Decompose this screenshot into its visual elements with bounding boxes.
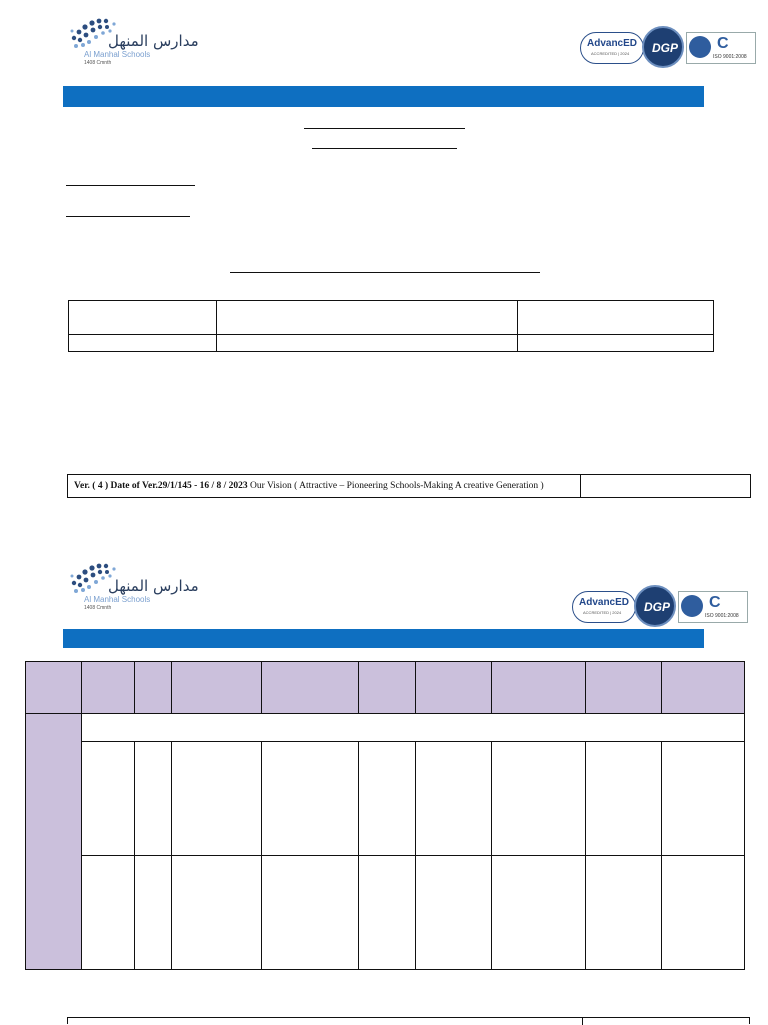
logo-english-name: Al Manhal Schools: [84, 595, 151, 604]
header-cell: [416, 662, 492, 714]
advanced-badge: [572, 591, 636, 623]
side-label-cell: [26, 714, 82, 970]
footer-version-cell: [68, 475, 581, 498]
dgp-badge-name: DGP: [644, 600, 671, 614]
field-underline-1: [66, 185, 195, 186]
table-cell: [586, 856, 662, 970]
header-cell: [359, 662, 416, 714]
merged-cell: [82, 714, 745, 742]
advanced-badge-name: AdvancED: [587, 38, 638, 49]
info-table: [68, 300, 714, 352]
certification-c-icon: C: [717, 35, 729, 52]
table-cell: [135, 856, 172, 970]
header-cell: [662, 662, 745, 714]
certification-c-icon: C: [709, 594, 721, 611]
table-row: [69, 301, 714, 335]
table-cell: [416, 856, 492, 970]
table-cell: [492, 856, 586, 970]
table-cell: [172, 856, 262, 970]
table-cell: [262, 742, 359, 856]
table-cell: [69, 335, 217, 352]
dgp-badge: [642, 26, 684, 68]
header-cell: [135, 662, 172, 714]
footer-version: Ver. ( 4 ) Date of Ver.29/1/145 - 16 / 8 / 2023: [74, 481, 248, 491]
table-cell: [662, 742, 745, 856]
field-underline-2: [66, 216, 190, 217]
dgp-badge: [634, 585, 676, 627]
table-cell: [217, 301, 518, 335]
table-header-row: [26, 662, 745, 714]
plan-table: [25, 661, 745, 970]
accreditation-badges: [580, 26, 756, 70]
table-cell: [359, 856, 416, 970]
globe-icon: [689, 36, 711, 58]
header-cell: [586, 662, 662, 714]
table-row: [26, 742, 745, 856]
header-cell: [172, 662, 262, 714]
table-row: [69, 335, 714, 352]
advanced-badge-name: AdvancED: [579, 597, 630, 608]
table-cell: [135, 742, 172, 856]
header-cell: [262, 662, 359, 714]
dgp-badge-name: DGP: [652, 41, 679, 55]
advanced-badge-sub: ACCREDITED | 2024: [591, 51, 630, 56]
footer-vision: Our Vision ( Attractive – Pioneering Schools-Making A creative Generation ): [250, 481, 544, 491]
table-cell: [217, 335, 518, 352]
table-cell: [492, 742, 586, 856]
header-cell: [492, 662, 586, 714]
advanced-badge: [580, 32, 644, 64]
title-underline-1: [304, 128, 465, 129]
table-cell: [586, 742, 662, 856]
iso-badge-name: ISO 9001:2008: [705, 613, 739, 619]
header-cell: [82, 662, 135, 714]
iso-badge: [686, 32, 756, 64]
logo-arabic-name: مدارس المنهل: [108, 577, 199, 595]
advanced-badge-sub: ACCREDITED | 2024: [583, 610, 622, 615]
title-underline-2: [312, 148, 457, 149]
table-cell: [359, 742, 416, 856]
table-cell: [69, 301, 217, 335]
table-cell: [82, 742, 135, 856]
footer-right-cell: [581, 475, 751, 498]
globe-icon: [681, 595, 703, 617]
table-cell: [518, 301, 714, 335]
table-cell: [416, 742, 492, 856]
table-row: [26, 856, 745, 970]
iso-badge: [678, 591, 748, 623]
header-band: [63, 86, 704, 107]
school-logo: [68, 559, 199, 619]
page2-footer-edge: [67, 1017, 750, 1024]
page-footer: [67, 474, 751, 498]
school-logo: [68, 14, 199, 74]
header-band: [63, 629, 704, 648]
table-cell: [262, 856, 359, 970]
logo-arabic-name: مدارس المنهل: [108, 32, 199, 50]
table-cell: [662, 856, 745, 970]
table-cell: [172, 742, 262, 856]
table-cell: [518, 335, 714, 352]
table-cell: [82, 856, 135, 970]
table-row: [26, 714, 745, 742]
logo-english-name: Al Manhal Schools: [84, 50, 151, 59]
logo-tagline: 1408 Cmnth: [84, 60, 112, 66]
accreditation-badges: [572, 585, 748, 629]
section-underline: [230, 272, 540, 273]
logo-tagline: 1408 Cmnth: [84, 605, 112, 611]
iso-badge-name: ISO 9001:2008: [713, 54, 747, 60]
header-cell: [26, 662, 82, 714]
